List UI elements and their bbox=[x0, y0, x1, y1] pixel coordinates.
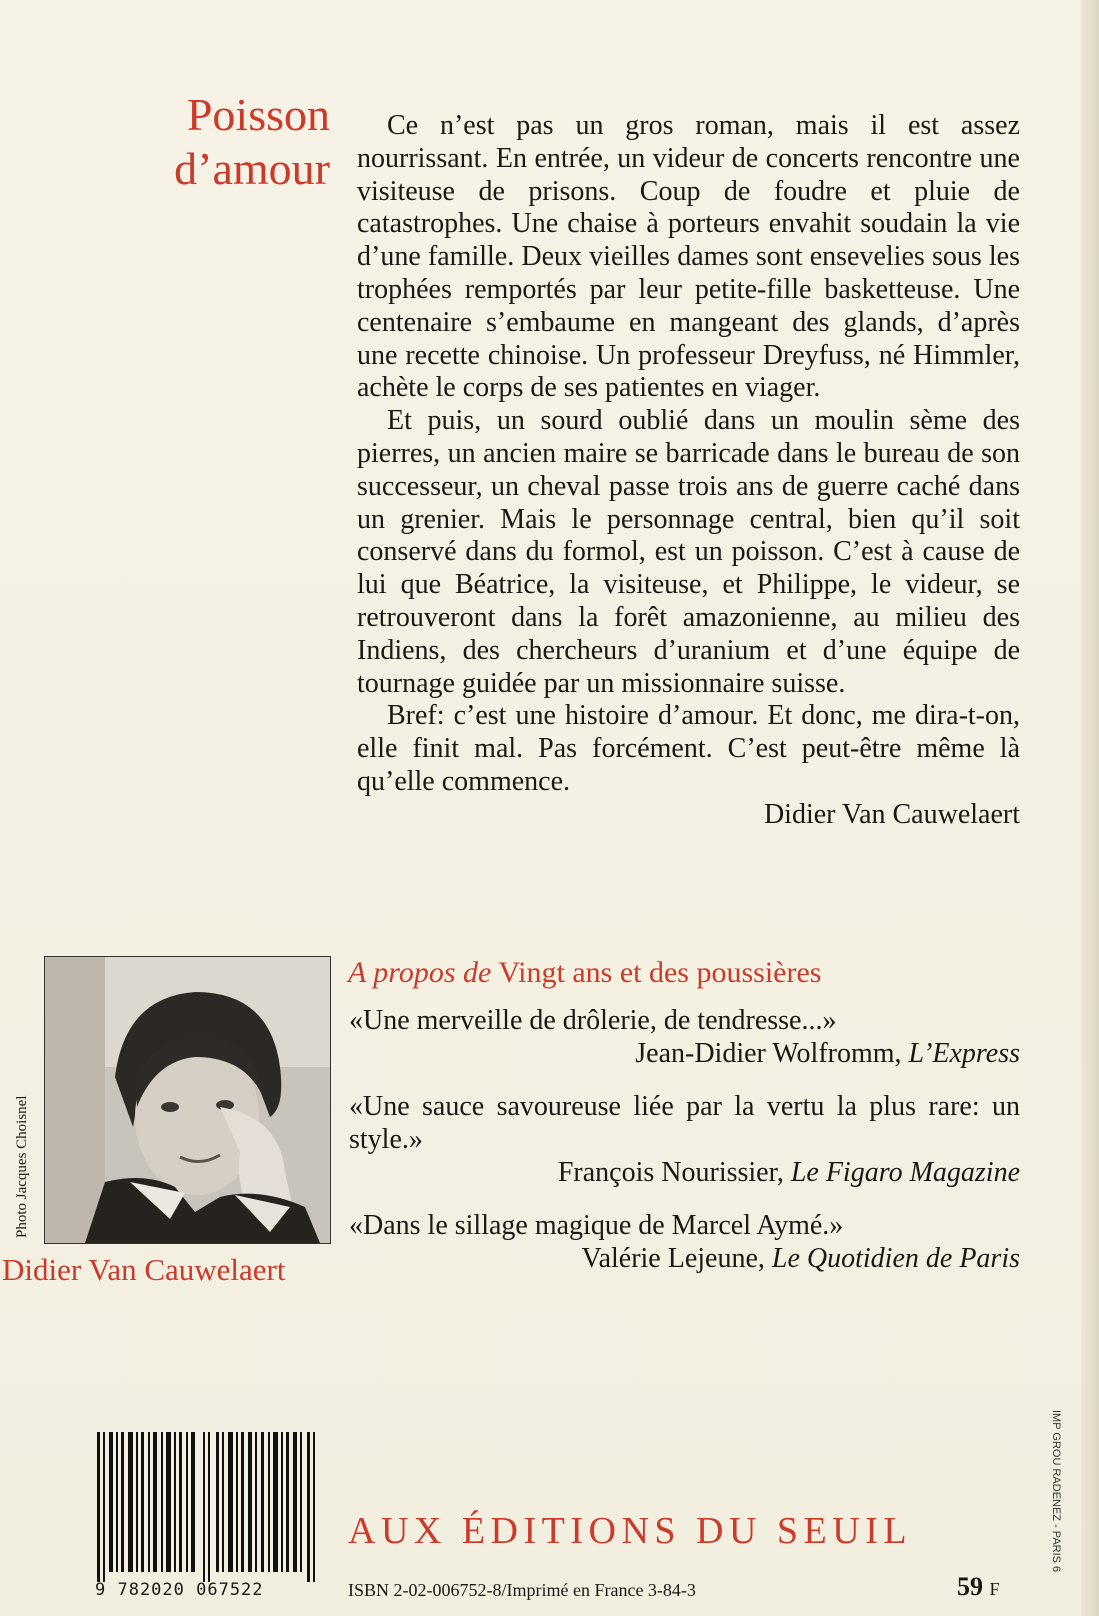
isbn-line: ISBN 2-02-006752-8/Imprimé en France 3-84-3 bbox=[348, 1580, 696, 1600]
price bbox=[957, 1572, 1000, 1602]
book-title-line1: Poisson bbox=[186, 89, 330, 140]
barcode-bars bbox=[97, 1432, 315, 1582]
blurb-paragraph: Ce n’est pas un gros roman, mais il est assez nourrissant. En entrée, un videur de concerts rencontre une visiteuse de prisons. Coup de foudre et pluie de catastrophes. Une chaise à porteurs envahit soudain la vie d’une famille. Deux vieilles dames sont ensevelies sous les trophées remportés par leur petite-fille basketteuse. Une centenaire s’embaume en mangeant des glands, d’après une recette chinoise. Un professeur Dreyfuss, né Himmler, achète le corps de ses patientes en viager. bbox=[357, 110, 1020, 404]
book-title bbox=[120, 88, 330, 196]
press-quote bbox=[349, 1004, 1020, 1070]
blurb-text bbox=[357, 110, 1020, 832]
barcode-number: 9 782020 067522 bbox=[95, 1580, 264, 1600]
quote-publication: L’Express bbox=[908, 1038, 1020, 1069]
book-title-line2: d’amour bbox=[174, 143, 330, 194]
quote-publication: Le Quotidien de Paris bbox=[771, 1243, 1020, 1274]
quote-source bbox=[349, 1156, 1020, 1189]
press-quote bbox=[349, 1209, 1020, 1275]
quote-text: «Dans le sillage magique de Marcel Aymé.» bbox=[349, 1210, 844, 1241]
blurb-signature: Didier Van Cauwelaert bbox=[763, 798, 1020, 830]
quote-text: «Une sauce savoureuse liée par la vertu la plus rare: un style.» bbox=[349, 1091, 1020, 1155]
photo-credit: Photo Jacques Choisnel bbox=[14, 1095, 30, 1238]
cover-edge bbox=[1081, 0, 1099, 1616]
printer-imprint: IMP GROU RADENEZ - PARIS 6 bbox=[1050, 1410, 1062, 1573]
quote-source bbox=[349, 1037, 1020, 1070]
press-heading-prefix: A propos de bbox=[348, 956, 492, 989]
quote-text: «Une merveille de drôlerie, de tendresse...» bbox=[349, 1005, 837, 1036]
blurb-paragraph: Et puis, un sourd oublié dans un moulin sème des pierres, un ancien maire se barricade dans le bureau de son successeur, un cheval passe trois ans de guerre caché dans un grenier. Mais le personnage central, bien qu’il soit conservé dans du formol, est un poisson. C’est à cause de lui que Béatrice, la visiteuse, et Philippe, le videur, se retrouveront dans la forêt amazonienne, au milieu des Indiens, des chercheurs d’uranium et d’une équipe de tournage guidée par un missionnaire suisse. bbox=[357, 405, 1020, 699]
barcode bbox=[95, 1432, 325, 1600]
photo-caption: Didier Van Cauwelaert bbox=[2, 1252, 286, 1287]
price-unit: F bbox=[989, 1579, 1000, 1599]
quote-author: François Nourissier, bbox=[557, 1157, 784, 1188]
publisher-name: AUX ÉDITIONS DU SEUIL bbox=[348, 1510, 913, 1552]
press-quote bbox=[349, 1090, 1020, 1189]
quote-author: Jean-Didier Wolfromm, bbox=[635, 1038, 902, 1069]
author-photo bbox=[44, 956, 331, 1244]
press-heading-title: Vingt ans et des poussières bbox=[498, 956, 822, 989]
press-quotes bbox=[349, 1004, 1020, 1295]
quote-author: Valérie Lejeune, bbox=[581, 1243, 765, 1274]
price-value: 59 bbox=[957, 1572, 983, 1601]
press-heading bbox=[348, 956, 1048, 990]
quote-publication: Le Figaro Magazine bbox=[790, 1157, 1020, 1188]
quote-source bbox=[349, 1242, 1020, 1275]
blurb-paragraph: Bref: c’est une histoire d’amour. Et donc, me dira-t-on, elle finit mal. Pas forcément. C’est peut-être même là qu’elle commence. bbox=[357, 700, 1020, 797]
